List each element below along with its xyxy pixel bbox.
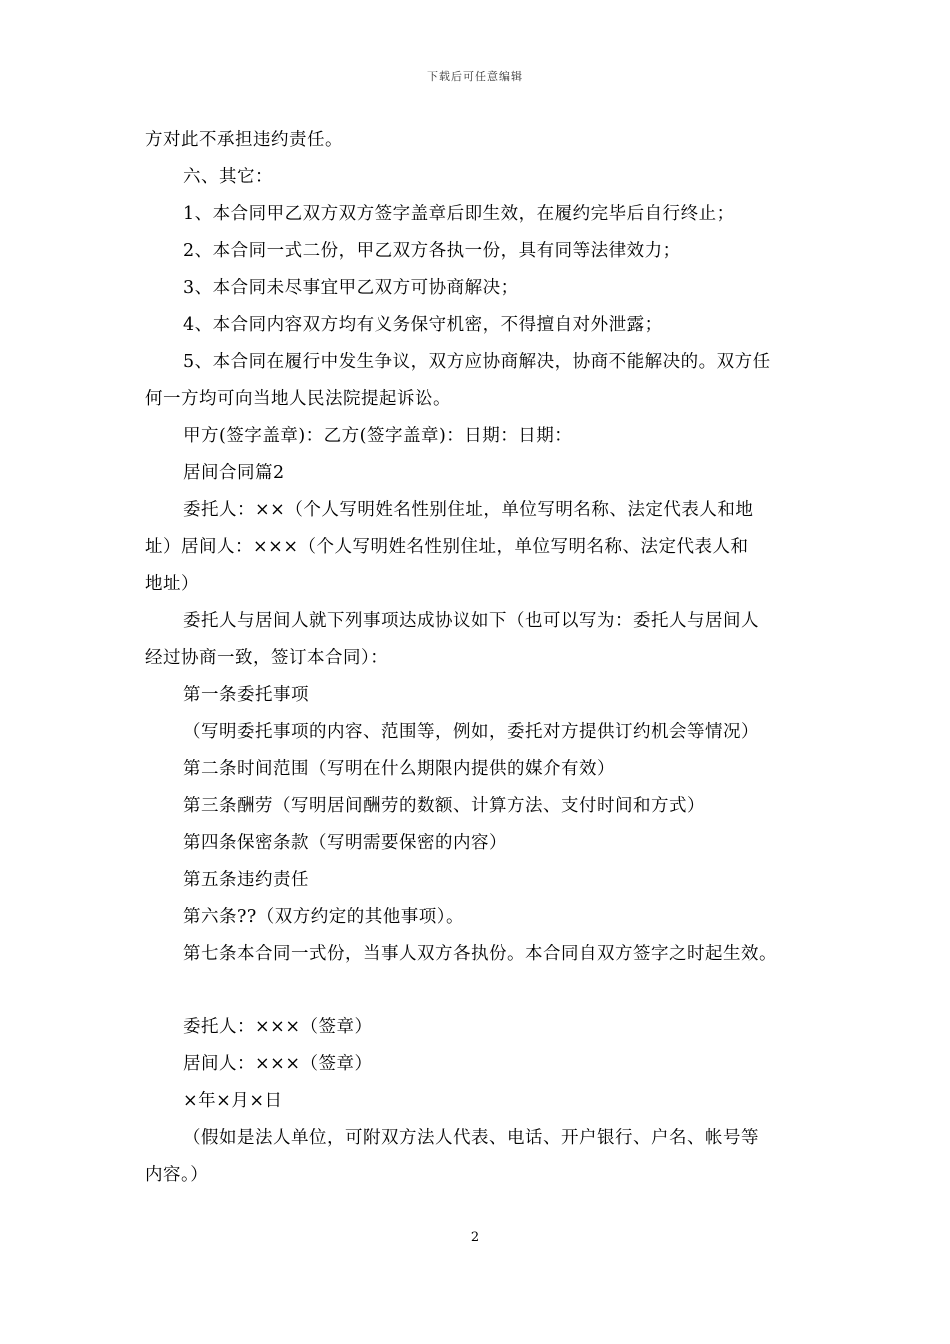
- page-header: 下载后可任意编辑: [427, 70, 523, 83]
- list-item: 3、本合同未尽事宜甲乙双方可协商解决；: [183, 278, 519, 298]
- document-body: [145, 122, 815, 1194]
- clause-heading: 第四条保密条款（写明需要保密的内容）: [183, 833, 507, 853]
- clause-heading: 第七条本合同一式份，当事人双方各执份。本合同自双方签字之时起生效。: [183, 944, 777, 964]
- page-number: 2: [470, 1230, 480, 1245]
- list-item: 2、本合同一式二份，甲乙双方各执一份，具有同等法律效力；: [183, 241, 681, 261]
- signature-line: 委托人：×××（签章）: [183, 1017, 373, 1037]
- paragraph-line: 方对此不承担违约责任。: [145, 130, 343, 150]
- signature-line: 居间人：×××（签章）: [183, 1054, 373, 1074]
- clause-heading: 第五条违约责任: [183, 870, 309, 890]
- clause-heading: 第三条酬劳（写明居间酬劳的数额、计算方法、支付时间和方式）: [183, 796, 705, 816]
- signature-line: 甲方(签字盖章)：乙方(签字盖章)：日期：日期：: [183, 426, 573, 446]
- section-heading: 六、其它：: [183, 167, 273, 187]
- paragraph-line: （假如是法人单位，可附双方法人代表、电话、开户银行、户名、帐号等: [183, 1128, 759, 1148]
- paragraph-line: 地址）: [145, 574, 199, 594]
- clause-heading: 第二条时间范围（写明在什么期限内提供的媒介有效）: [183, 759, 615, 779]
- paragraph-line: 经过协商一致，签订本合同）：: [145, 648, 389, 668]
- date-line: ×年×月×日: [183, 1091, 283, 1111]
- paragraph-line: 址）居间人：×××（个人写明姓名性别住址，单位写明名称、法定代表人和: [145, 537, 749, 557]
- list-item: 5、本合同在履行中发生争议，双方应协商解决，协商不能解决的。双方任: [183, 352, 771, 372]
- clause-text: （写明委托事项的内容、范围等，例如，委托对方提供订约机会等情况）: [183, 722, 759, 742]
- list-item-continued: 何一方均可向当地人民法院提起诉讼。: [145, 389, 451, 409]
- list-item: 1、本合同甲乙双方双方签字盖章后即生效，在履约完毕后自行终止；: [183, 204, 735, 224]
- list-item: 4、本合同内容双方均有义务保守机密，不得擅自对外泄露；: [183, 315, 663, 335]
- clause-heading: 第一条委托事项: [183, 685, 309, 705]
- document-title: 居间合同篇2: [183, 463, 285, 483]
- blank-gap: [145, 973, 815, 1009]
- paragraph-line: 委托人：××（个人写明姓名性别住址，单位写明名称、法定代表人和地: [183, 500, 754, 520]
- paragraph-line: 内容。）: [145, 1165, 209, 1185]
- clause-heading: 第六条??（双方约定的其他事项）。: [183, 907, 465, 927]
- paragraph-line: 委托人与居间人就下列事项达成协议如下（也可以写为：委托人与居间人: [183, 611, 759, 631]
